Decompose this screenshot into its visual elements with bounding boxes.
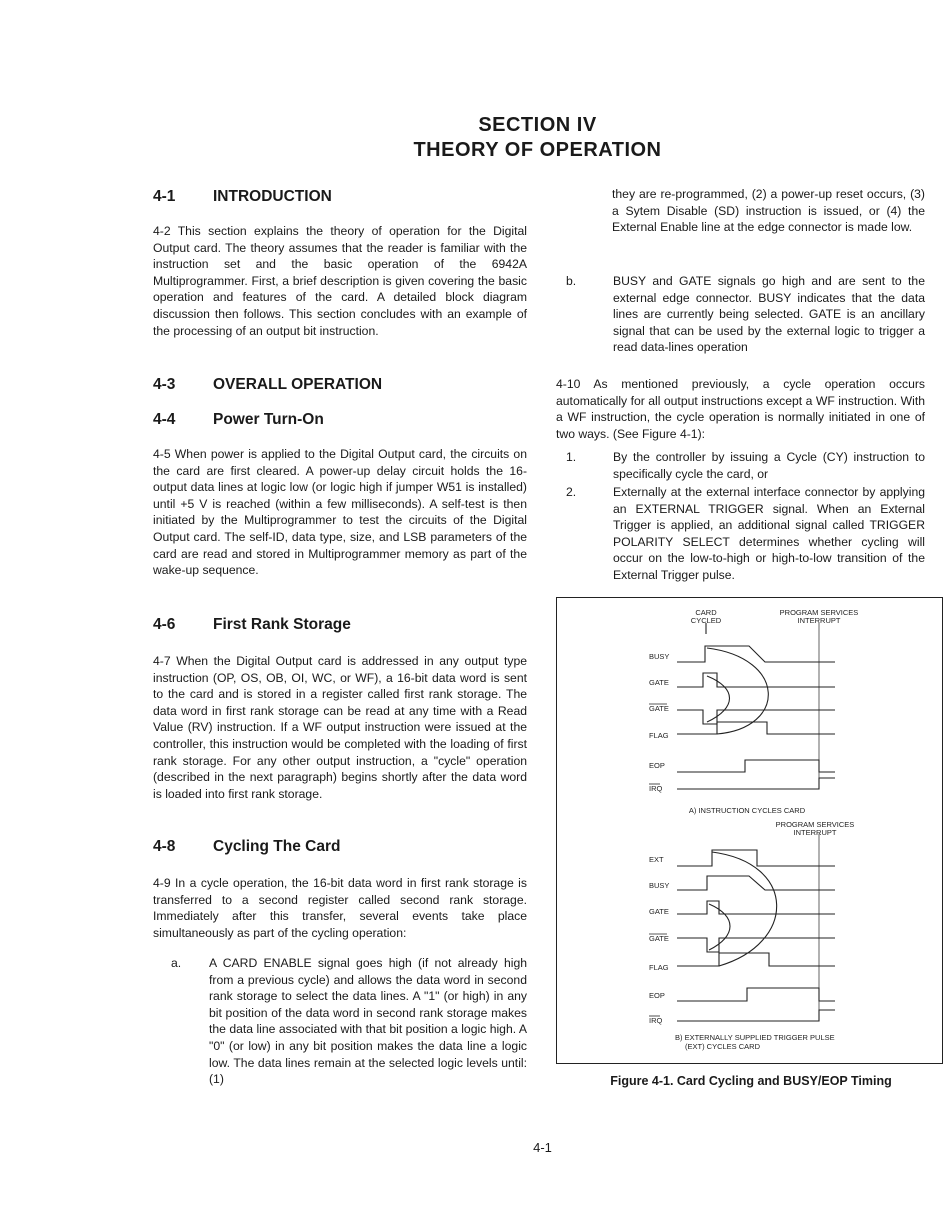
heading-number: 4-6 xyxy=(153,616,176,633)
heading-text: INTRODUCTION xyxy=(213,188,332,205)
paragraph-text: 4-9 In a cycle operation, the 16-bit data word in first rank storage is transferred to a second register called second rank storage. Immediately after this transfer, several events take place simultaneously as part of the cycling operation: xyxy=(153,876,527,940)
heading-number: 4-3 xyxy=(153,376,176,393)
heading-text: First Rank Storage xyxy=(213,616,351,633)
list-item-1 xyxy=(556,449,925,482)
timing-diagram-figure xyxy=(556,597,943,1064)
signal-label-ext: EXT xyxy=(649,855,664,864)
program-services-label: INTERRUPT xyxy=(797,616,841,625)
flag-waveform xyxy=(677,953,835,966)
heading-number: 4-1 xyxy=(153,188,176,205)
signal-label-gate: GATE xyxy=(649,907,669,916)
panel-b-waveforms xyxy=(677,834,835,1021)
card-cycled-label: CARD xyxy=(695,608,717,617)
list-item-text: BUSY and GATE signals go high and are sent to the external edge connector. BUSY indicates that the data lines are currently being selected. GATE is an ancillary signal that can be used by the external logic to trigger a read data-lines operation xyxy=(613,274,925,355)
paragraph-4-2 xyxy=(153,223,527,339)
paragraph-4-10 xyxy=(556,376,925,442)
gate-waveform xyxy=(677,901,835,914)
list-item-a xyxy=(153,955,527,1088)
panel-b-caption: (EXT) CYCLES CARD xyxy=(685,1042,761,1051)
signal-label-irq: IRQ xyxy=(649,784,663,793)
gate-bar-waveform xyxy=(677,938,835,952)
signal-label-eop: EOP xyxy=(649,761,665,770)
eop-waveform xyxy=(677,988,835,1001)
flag-waveform xyxy=(677,722,835,734)
list-item-b xyxy=(556,273,925,356)
list-marker: b. xyxy=(566,274,577,288)
causal-curve xyxy=(707,648,768,734)
list-marker: 2. xyxy=(566,485,577,499)
heading-4-3 xyxy=(153,377,527,394)
heading-text: Cycling The Card xyxy=(213,838,341,855)
card-cycled-label: CYCLED xyxy=(690,616,722,625)
causal-curve xyxy=(707,676,730,722)
heading-4-8 xyxy=(153,839,527,856)
ext-waveform xyxy=(677,850,835,866)
heading-4-1 xyxy=(153,189,527,206)
paragraph-4-9 xyxy=(153,875,527,941)
signal-label-gate-bar: GATE xyxy=(649,934,669,943)
program-services-label: PROGRAM SERVICES xyxy=(779,608,859,617)
page-number: 4-1 xyxy=(533,1140,552,1155)
heading-text: Power Turn-On xyxy=(213,411,324,428)
list-item-text: they are re-programmed, (2) a power-up reset occurs, (3) a Sytem Disable (SD) instruction is issued, or (4) the External Enable line at the edge connector is made low. xyxy=(612,187,925,235)
list-marker: a. xyxy=(171,956,182,970)
signal-label-gate-bar: GATE xyxy=(649,704,669,713)
paragraph-4-5 xyxy=(153,446,527,579)
panel-a-caption: A) INSTRUCTION CYCLES CARD xyxy=(688,806,806,815)
causal-curve xyxy=(712,852,777,966)
signal-label-irq: IRQ xyxy=(649,1016,663,1025)
paragraph-text: 4-2 This section explains the theory of operation for the Digital Output card. The theory assumes that the reader is familiar with the instruction set and the basic operation of the 6942A Multiprogrammer. First, a brief description is given covering the basic operation and features of the card. A detailed block diagram discussion then follows. This section concludes with an example of the processing of an output bit instruction. xyxy=(153,224,527,338)
panel-b-caption: B) EXTERNALLY SUPPLIED TRIGGER PULSE xyxy=(675,1033,835,1042)
heading-text: OVERALL OPERATION xyxy=(213,376,383,393)
panel-a-labels xyxy=(649,608,858,815)
irq-waveform xyxy=(677,1010,835,1021)
chapter-title: THEORY OF OPERATION xyxy=(413,139,662,161)
panel-b-labels xyxy=(649,820,854,1051)
signal-label-flag: FLAG xyxy=(649,731,669,740)
heading-number: 4-4 xyxy=(153,411,176,428)
eop-waveform xyxy=(677,760,835,772)
paragraph-4-7 xyxy=(153,653,527,802)
busy-waveform xyxy=(677,646,835,662)
signal-label-busy: BUSY xyxy=(649,652,670,661)
heading-4-6 xyxy=(153,617,527,634)
heading-4-4 xyxy=(153,412,527,429)
paragraph-text: 4-7 When the Digital Output card is addressed in any output type instruction (OP, OS, OB, OI, WC, or WF), a 16-bit data word is sent to the card and is stored in a register called first rank storage. The data word in first rank storage can be read at any time with a Read Value (RV) instruction. If a WF output instruction were issued at the controller, this instruction would be completed with the loading of first rank storage. For any other output instruction, a "cycle" operation (described in the next paragraph) begins shortly after the data word is loaded into first rank storage. xyxy=(153,654,527,801)
signal-label-busy: BUSY xyxy=(649,881,670,890)
list-marker: 1. xyxy=(566,450,577,464)
paragraph-text: 4-10 As mentioned previously, a cycle operation occurs automatically for all output instructions except a WF instruction. With a WF instruction, the cycle operation is normally initiated in one of two ways. (See Figure 4-1): xyxy=(556,377,925,441)
list-item-text: Externally at the external interface connector by applying an EXTERNAL TRIGGER signal. When an External Trigger is applied, an additional signal called TRIGGER POLARITY SELECT determines whether cycling will occur on the low-to-high or high-to-low transition of the External Trigger pulse. xyxy=(613,485,925,582)
list-item-2 xyxy=(556,484,925,584)
list-item-a-continued xyxy=(556,186,925,236)
figure-caption: Figure 4-1. Card Cycling and BUSY/EOP Timing xyxy=(610,1074,892,1088)
panel-a-waveforms xyxy=(677,623,835,789)
heading-number: 4-8 xyxy=(153,838,176,855)
signal-label-eop: EOP xyxy=(649,991,665,1000)
program-services-label: INTERRUPT xyxy=(793,828,837,837)
paragraph-text: 4-5 When power is applied to the Digital Output card, the circuits on the card are first cleared. A power-up delay circuit holds the 16-output data lines at logic low (or logic high if jumper W51 is installed) until +5 V is reached (within a few milliseconds). A self-test is then initiated by the Multiprogrammer to test the circuits of the Digital Output card. The self-ID, data type, size, and LSB parameters of the card are read and stored in Multiprogrammer memory as part of the wake-up sequence. xyxy=(153,447,527,578)
timing-diagram xyxy=(557,598,944,1065)
list-item-text: By the controller by issuing a Cycle (CY) instruction to specifically cycle the card, or xyxy=(613,450,925,481)
signal-label-flag: FLAG xyxy=(649,963,669,972)
signal-label-gate: GATE xyxy=(649,678,669,687)
irq-waveform xyxy=(677,778,835,789)
gate-waveform xyxy=(677,673,835,687)
program-services-label: PROGRAM SERVICES xyxy=(775,820,855,829)
list-item-text: A CARD ENABLE signal goes high (if not already high from a previous cycle) and allows the data word in second rank storage to select the data lines. A "1" (or high) in any bit position of the data word in second rank storage makes the data line associated with that bit position a logic high. A "0" (or low) in any bit position makes the data line a logic low. The data lines remain at the selected logic levels until: (1) xyxy=(209,956,527,1087)
busy-waveform xyxy=(677,876,835,890)
section-title: SECTION IV xyxy=(478,114,597,136)
